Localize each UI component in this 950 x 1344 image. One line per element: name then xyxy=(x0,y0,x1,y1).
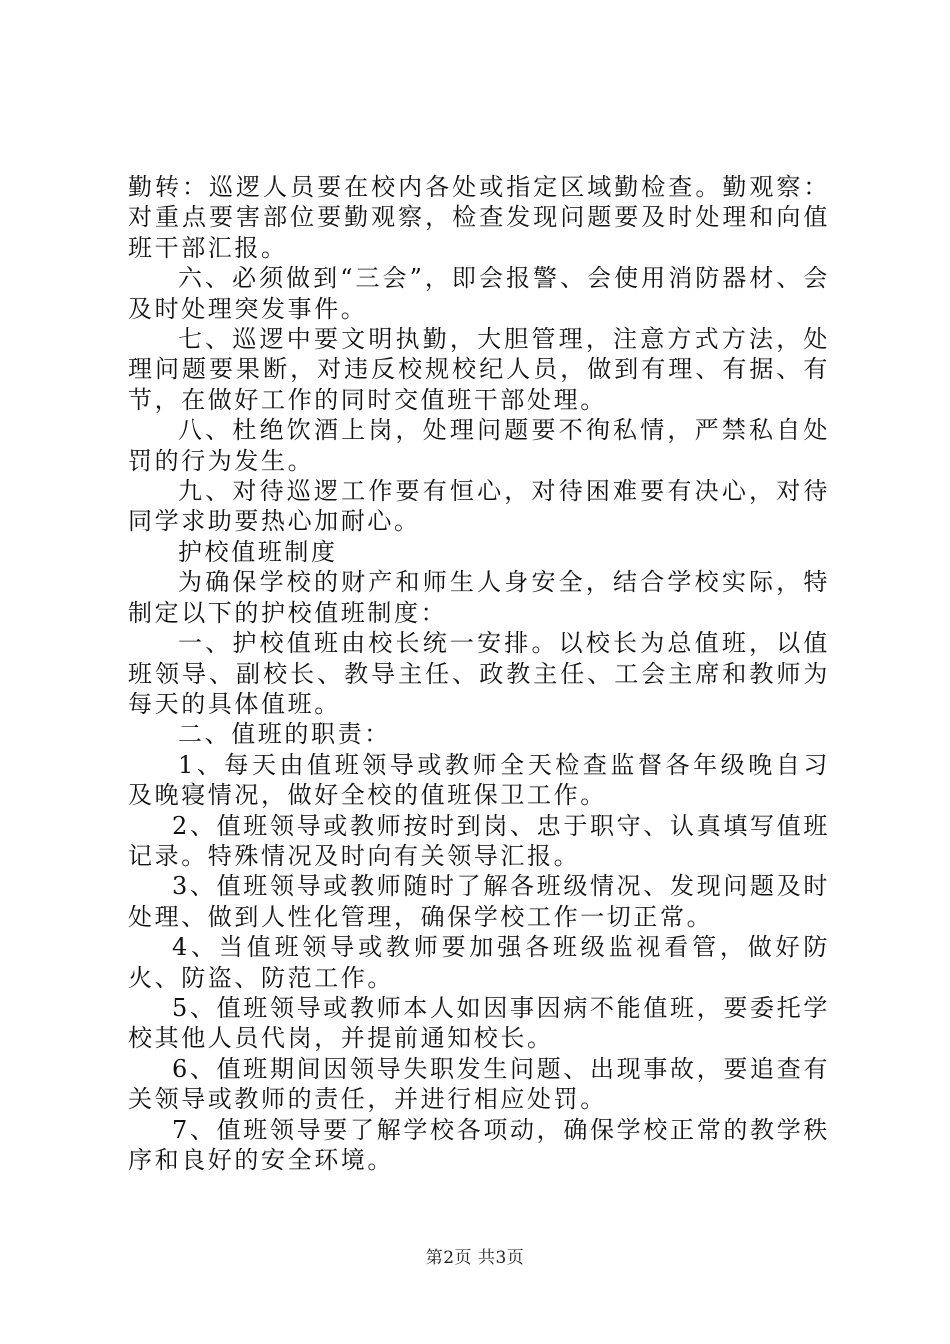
paragraph-duty-3: 3、值班领导或教师随时了解各班级情况、发现问题及时处理、做到人性化管理，确保学校工作一切正常。 xyxy=(128,872,830,931)
paragraph-duty-6: 6、值班期间因领导失职发生问题、出现事故，要追查有关领导或教师的责任，并进行相应处罚。 xyxy=(128,1054,830,1114)
document-body xyxy=(128,172,830,1175)
paragraph-item-6: 六、必须做到“三会”，即会报警、会使用消防器材、会及时处理突发事件。 xyxy=(128,264,830,323)
paragraph-duty-5: 5、值班领导或教师本人如因事因病不能值班，要委托学校其他人员代岗，并提前通知校长。 xyxy=(128,993,830,1053)
paragraph-clause-1: 一、护校值班由校长统一安排。以校长为总值班，以值班领导、副校长、教导主任、政教主任、工会主席和教师为每天的具体值班。 xyxy=(128,629,830,718)
paragraph-duty-4: 4、当值班领导或教师要加强各班级监视看管，做好防火、防盗、防范工作。 xyxy=(128,933,830,992)
page-number-footer: 第2页 共3页 xyxy=(425,1248,525,1268)
paragraph-duty-7: 7、值班领导要了解学校各项动，确保学校正常的教学秩序和良好的安全环境。 xyxy=(128,1115,830,1174)
paragraph-continuation: 勤转：巡逻人员要在校内各处或指定区域勤检查。勤观察：对重点要害部位要勤观察，检查发现问题要及时处理和向值班干部汇报。 xyxy=(128,173,830,262)
paragraph-intro: 为确保学校的财产和师生人身安全，结合学校实际，特制定以下的护校值班制度： xyxy=(128,568,830,627)
paragraph-duty-2: 2、值班领导或教师按时到岗、忠于职守、认真填写值班记录。特殊情况及时向有关领导汇报。 xyxy=(128,811,830,870)
paragraph-item-8: 八、杜绝饮酒上岗，处理问题要不徇私情，严禁私自处罚的行为发生。 xyxy=(128,416,830,475)
paragraph-item-7: 七、巡逻中要文明执勤，大胆管理，注意方式方法，处理问题要果断，对违反校规校纪人员，做到有理、有据、有节，在做好工作的同时交值班干部处理。 xyxy=(128,325,830,414)
section-title: 护校值班制度 xyxy=(178,537,338,566)
paragraph-clause-2: 二、值班的职责： xyxy=(178,720,391,749)
paragraph-item-9: 九、对待巡逻工作要有恒心，对待困难要有决心，对待同学求助要热心加耐心。 xyxy=(128,477,830,536)
paragraph-duty-1: 1、每天由值班领导或教师全天检查监督各年级晚自习及晚寝情况，做好全校的值班保卫工作。 xyxy=(128,750,830,810)
